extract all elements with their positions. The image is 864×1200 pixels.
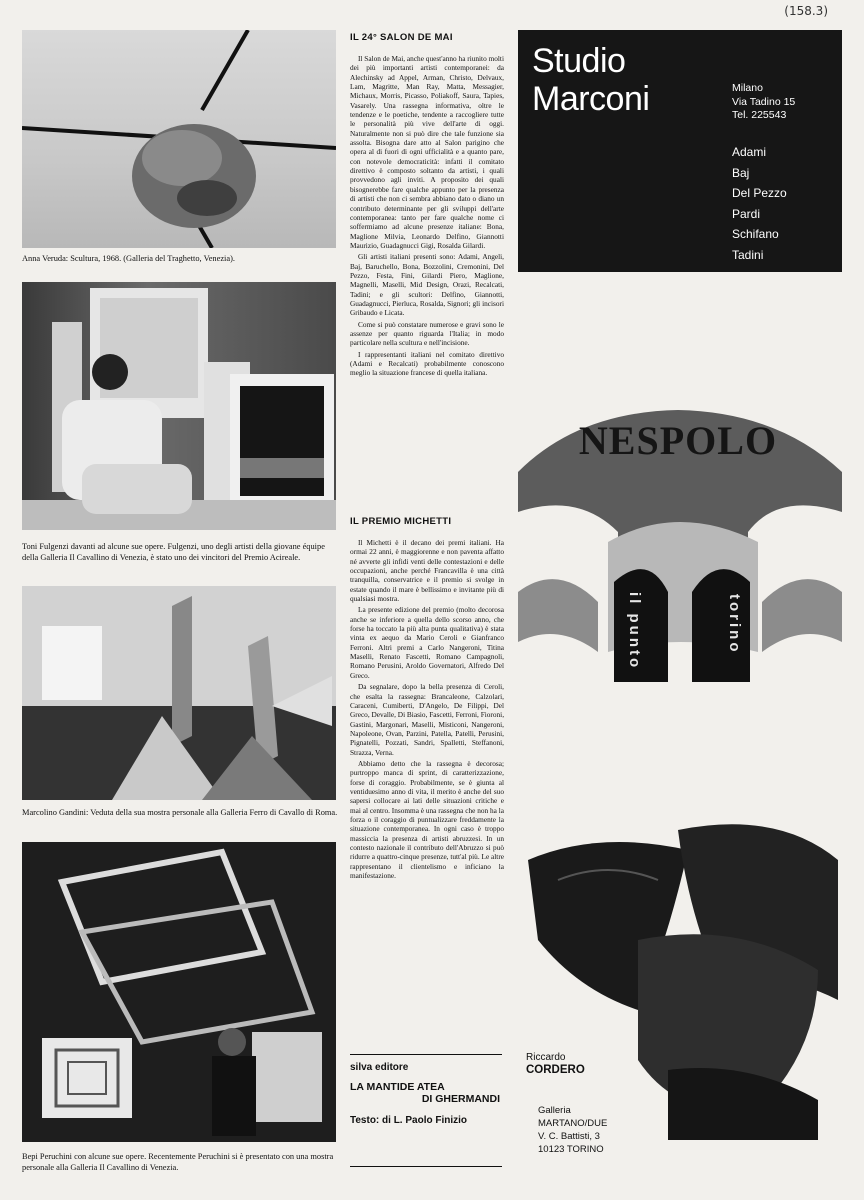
handwritten-annotation: (158.3) [784, 4, 828, 18]
studio-street: Via Tadino 15 [732, 95, 796, 108]
cordero-gallery-address [538, 1104, 607, 1156]
article-heading: IL PREMIO MICHETTI [350, 516, 452, 527]
article-paragraph: Abbiamo detto che la rassegna è decorosa; purtroppo manca di sprint, di caratterizzazione, forse di coraggio. Probabilmente, se è giunta al ventiduesimo anno di vita, il merito è anche del suo sapersi collocare ai lati delle situazioni critiche e mai al centro. Insomma è una rassegna che non ha la forza o il coraggio di puntualizzare freddamente la situazione contemporanea. In ogni caso è troppo massiccia la presenza di artisti abruzzesi. In un contesto nazionale il contributo dell'Abruzzo si può ridurre a quattro-cinque presenze, tutt'al più. Le altre rappresentano il clientelismo e inficiano la manifestazione. [350, 758, 504, 881]
ad-studio-marconi [518, 30, 842, 272]
book-title: LA MANTIDE ATEA [350, 1081, 445, 1093]
gallery-name: MARTANO/DUE [538, 1118, 608, 1129]
article-paragraph: Il Salon de Mai, anche quest'anno ha riunito molti dei più importanti artisti contemporanei: da Alechinsky ad Appel, Arman, Christo, Delvaux, Lam, Magritte, Man Ray, Matta, Messagier, Michaux, Morris, Picasso, Poliakoff, Saura, Tapies, Vasarely. Una rassegna informativa, oltre le tendenze e le poetiche, tendente a raccogliere tutte le personalità più vive dell'arte di oggi. Naturalmente non si può dire che tale funzione sia assolta. Bisogna dare atto al Salon parigino che opera al di fuori di ogni ufficialità e a quanto pare, con notevole democraticità: infatti il comitato direttivo è composto soltanto da artisti, i quali provvedono agli inviti. A proposito dei quali bisognerebbe fare qualche appunto per la presenza di artisti che non ci sembra abbiano dato o diano un contributo determinante per gli sviluppi dell'arte contemporanea: tanto per fare qualche nome ci soffermiamo ad alcune presenze italiane: Bona, Maglione Milvia, Leonardo Delfino, Giannotti Maurizio, Guadagnucci Gigi, Rosalda Gilardi. [350, 54, 504, 250]
photo-fulgenzi [22, 282, 336, 530]
studio-name [532, 42, 649, 118]
studio-phone: Tel. 225543 [732, 109, 787, 121]
studio-name-line1: Studio [532, 42, 626, 80]
studio-artists-list [732, 142, 787, 265]
artist-name: Baj [732, 165, 750, 180]
nespolo-shirt-text: NESPOLO [578, 418, 778, 463]
ad-silva-editore [350, 1062, 510, 1126]
caption-fulgenzi: Toni Fulgenzi davanti ad alcune sue opere. Fulgenzi, uno degli artisti della giovane équipe della Galleria Il Cavallino di Venezia, è stato uno dei vincitori del Premio Acireale. [22, 542, 325, 562]
article-premio-michetti [350, 516, 504, 880]
photo-cordero-sculpture [518, 820, 842, 1140]
book-author: Testo: di L. Paolo Finizio [350, 1115, 468, 1126]
artist-first-name: Riccardo [526, 1052, 566, 1063]
article-paragraph: Il Michetti è il decano dei premi italiani. Ha ormai 22 anni, è maggiorenne e non paventa affatto né avverte gli infidi venti delle contestazioni e delle occupazioni, anche perché Francavilla è una città tranquilla, conservatrice e il premio si svolge in estate quando il mare è bellissimo e invitante più di qualsiasi mostra. [350, 538, 504, 604]
divider [350, 1054, 502, 1055]
article-paragraph: I rappresentanti italiani nel comitato direttivo (Adami e Recalcati) probabilmente conoscono meglio la situazione francese di quella italiana. [350, 349, 504, 378]
artist-name: Schifano [732, 227, 779, 241]
article-paragraph: Da segnalare, dopo la bella presenza di Ceroli, che esalta la rassegna: Brancaleone, Calzolari, Caraceni, Cumiberti, D'Angelo, De Filippi, Del Greco, Devalle, Di Biasio, Fascetti, Ferroni, Fioroni, Gastini, Margonari, Maselli, Misticoni, Nangeroni, Napoleone, Ovan, Parzini, Patella, Patelli, Perusini, Pignatelli, Pozzati, Sandri, Spalletti, Steffanoni, Strazza, Verna. [350, 682, 505, 757]
studio-city: Milano [732, 82, 763, 94]
ad-nespolo-il-punto [518, 392, 842, 704]
article-paragraph: Gli artisti italiani presenti sono: Adami, Angeli, Baj, Baruchello, Bona, Bozzolini, Cremonini, Del Pezzo, Festa, Fini, Gilardi Piero, Maglione, Magnelli, Maselli, Mid Design, Orazi, Recalcati, Tadini; e gli scultori: Delfino, Giannotti, Guadagnucci, Pierluca, Rosalda, Signori; gli incisori Gribaudo e Licata. [350, 252, 504, 318]
book-title-line2: DI GHERMANDI [421, 1093, 500, 1105]
artist-name: Pardi [732, 206, 761, 221]
publisher-name: silva editore [350, 1062, 409, 1073]
nespolo-left-text: il punto [626, 592, 643, 671]
gallery-street: V. C. Battisti, 3 [538, 1131, 600, 1142]
artist-name: Tadini [732, 247, 764, 262]
divider [350, 1166, 502, 1167]
cordero-artist [526, 1052, 585, 1076]
photo-gandini-exhibition [22, 586, 336, 800]
gallery-label: Galleria [538, 1105, 571, 1116]
caption-veruda: Anna Veruda: Scultura, 1968. (Galleria del Traghetto, Venezia). [22, 254, 235, 263]
studio-name-line2: Marconi [532, 80, 650, 118]
nespolo-right-text: torino [726, 594, 743, 655]
caption-gandini: Marcolino Gandini: Veduta della sua mostra personale alla Galleria Ferro di Cavallo di Roma. [22, 808, 338, 817]
caption-peruchini: Bepi Peruchini con alcune sue opere. Recentemente Peruchini si è presentato con una mostra personale alla Galleria Il Cavallino di Venezia. [22, 1152, 334, 1172]
article-paragraph: Come si può constatare numerose e gravi sono le assenze per quanto riguarda l'Italia; in modo particolare nella scultura e nell'incisione. [350, 319, 504, 348]
studio-address [732, 82, 795, 123]
photo-peruchini [22, 842, 336, 1142]
photo-veruda-sculpture [22, 30, 336, 248]
article-heading: IL 24° SALON DE MAI [350, 32, 453, 43]
artist-name: Del Pezzo [732, 186, 787, 200]
article-paragraph: La presente edizione del premio (molto decorosa anche se inferiore a quella dello scorso anno, che forse ha toccato la più alta punta qualitativa) è stata vinta ex aequo da Mario Ceroli e Gianfranco Ferroni. Altri premi a Carlo Nangeroni, Titina Maselli, Renato Fascetti, Romano Campagnoli, Romano Perusini, Aroldo Governatori, Alfredo Del Greco. [350, 605, 504, 680]
artist-name: Adami [732, 145, 767, 159]
artist-last-name: CORDERO [526, 1064, 585, 1076]
gallery-city: 10123 TORINO [538, 1144, 604, 1155]
article-salon-de-mai [350, 32, 504, 378]
